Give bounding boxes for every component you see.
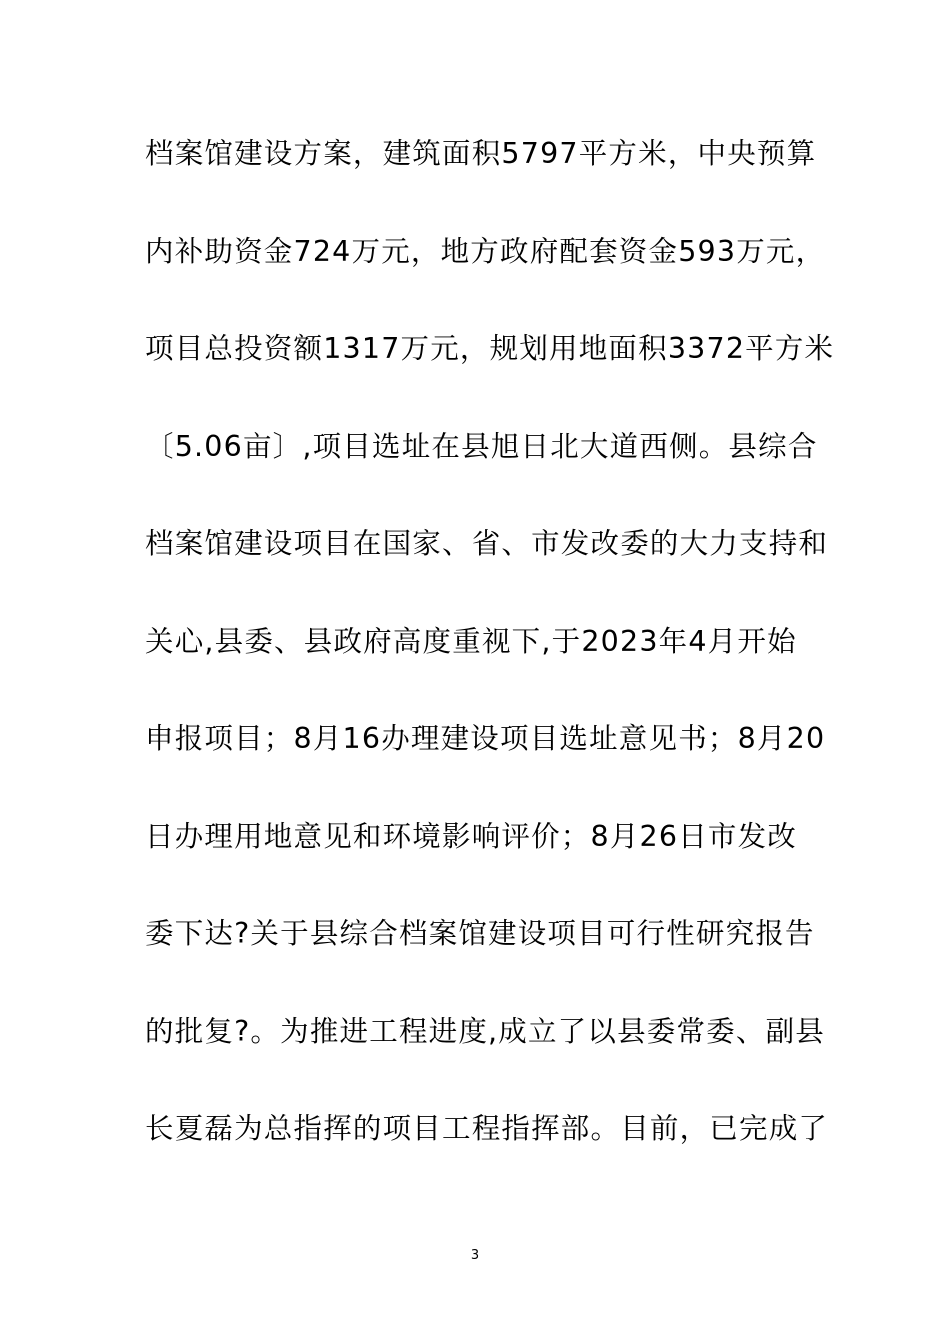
text-line-2: 内补助资金724万元，地方政府配套资金593万元， — [145, 234, 826, 268]
text-line-10: 的批复?。为推进工程进度,成立了以县委常委、副县 — [145, 1014, 825, 1048]
text-line-3: 项目总投资额1317万元，规划用地面积3372平方米 — [145, 332, 835, 365]
text-line-1: 档案馆建设方案，建筑面积5797平方米，中央预算 — [145, 137, 817, 170]
text-line-5: 档案馆建设项目在国家、省、市发改委的大力支持和 — [145, 527, 829, 560]
page-number: 3 — [470, 1248, 480, 1263]
text-line-9: 委下达?关于县综合档案馆建设项目可行性研究报告 — [145, 917, 815, 950]
text-line-8: 日办理用地意见和环境影响评价；8月26日市发改 — [145, 819, 797, 853]
text-line-11: 长夏磊为总指挥的项目工程指挥部。目前，已完成了 — [145, 1112, 829, 1145]
text-line-4: 〔5.06亩〕,项目选址在县旭日北大道西侧。县综合 — [145, 429, 818, 463]
text-line-7: 申报项目；8月16办理建设项目选址意见书；8月20 — [145, 722, 826, 755]
body-text — [145, 124, 835, 1197]
text-line-6: 关心,县委、县政府高度重视下,于2023年4月开始 — [145, 624, 797, 658]
